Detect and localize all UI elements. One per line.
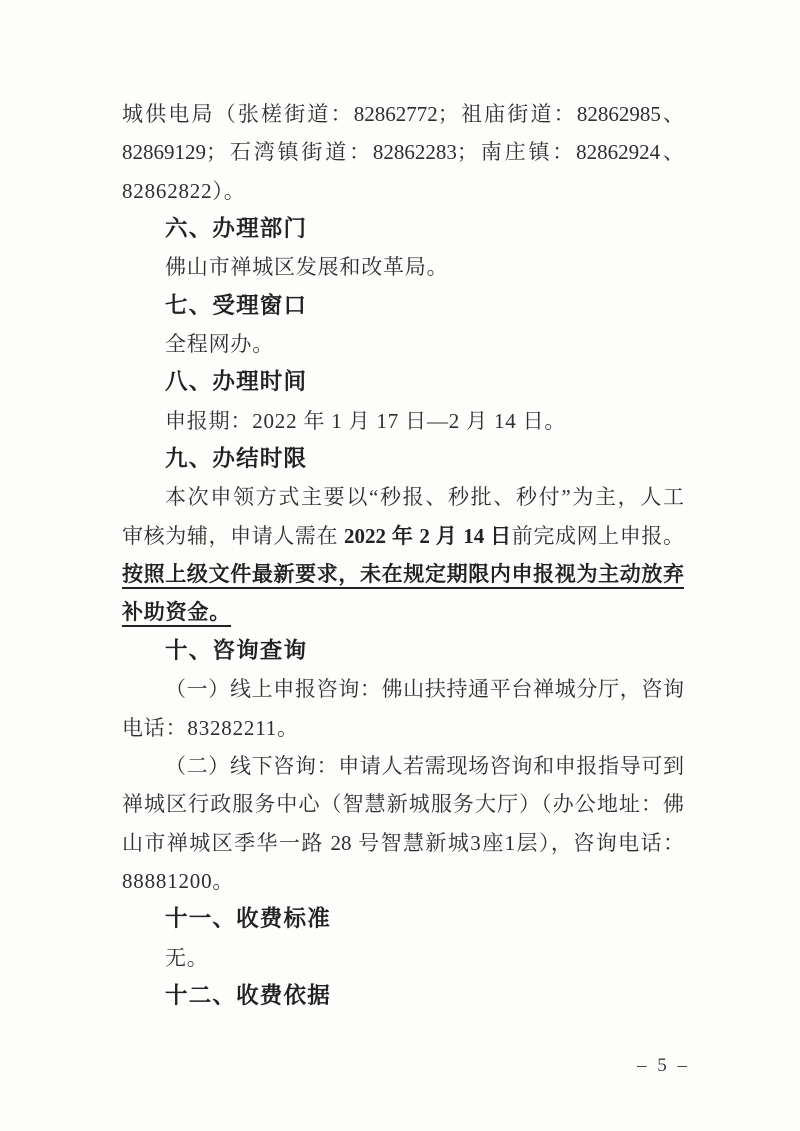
text-segment: 城供电局（张槎街道：82862772；祖庙街道：82862985、 — [122, 102, 684, 126]
text-segment: 2022 年 2 月 14 日 — [344, 523, 512, 548]
text-segment: 88881200。 — [122, 868, 235, 893]
text-segment: 全程网办。 — [165, 332, 274, 357]
text-segment: 本次申领方式主要以“秒报、秒批、秒付”为主，人工 — [165, 485, 684, 510]
text-segment: 申报期：2022 年 1 月 17 日—2 月 14 日。 — [165, 408, 567, 433]
text-line — [122, 95, 684, 133]
text-line — [122, 709, 684, 747]
text-segment: 禅城区行政服务中心（智慧新城服务大厅）（办公地址：佛 — [122, 792, 684, 817]
text-line — [122, 939, 684, 977]
text-segment: 九、办结时限 — [165, 446, 308, 472]
text-line — [122, 747, 684, 785]
text-segment: 电话：83282211。 — [122, 715, 299, 740]
page-number: – 5 – — [637, 1055, 690, 1076]
section-heading — [122, 210, 684, 248]
section-heading — [122, 287, 684, 325]
text-segment: 八、办理时间 — [165, 369, 308, 395]
section-heading — [122, 632, 684, 670]
text-segment: （二）线下咨询：申请人若需现场咨询和申报指导可到 — [165, 753, 684, 778]
text-segment: 十一、收费标准 — [165, 906, 331, 932]
text-line — [122, 555, 684, 593]
text-segment: 无。 — [165, 945, 209, 970]
text-line — [122, 517, 684, 555]
text-segment: 七、受理窗口 — [165, 292, 308, 318]
text-segment: 82869129；石湾镇街道：82862283；南庄镇：82862924、 — [122, 140, 684, 165]
text-line — [122, 593, 684, 631]
text-segment: 前完成网上申报。 — [511, 523, 684, 548]
section-heading — [122, 440, 684, 478]
text-line — [122, 670, 684, 708]
text-segment: 山市禅城区季华一路 28 号智慧新城3座1层），咨询电话： — [122, 830, 684, 855]
text-line — [122, 325, 684, 363]
section-heading — [122, 363, 684, 401]
text-segment: （一）线上申报咨询：佛山扶持通平台禅城分厅，咨询 — [165, 677, 684, 702]
text-line — [122, 862, 684, 900]
text-line — [122, 172, 684, 210]
text-segment: 按照上级文件最新要求，未在规定期限内申报视为主动放弃 — [122, 562, 684, 587]
text-segment: 审核为辅，申请人需在 — [122, 523, 345, 548]
text-line — [122, 824, 684, 862]
text-segment: 六、办理部门 — [165, 216, 308, 242]
text-segment: 十二、收费依据 — [165, 982, 331, 1008]
text-line — [122, 785, 684, 823]
section-heading — [122, 900, 684, 938]
text-segment: 82862822）。 — [122, 178, 246, 203]
text-line — [122, 133, 684, 171]
text-segment: 补助资金。 — [122, 600, 231, 625]
text-segment: 佛山市禅城区发展和改革局。 — [165, 255, 449, 280]
text-segment: 十、咨询查询 — [165, 637, 308, 663]
text-line — [122, 402, 684, 440]
text-line — [122, 478, 684, 516]
document-body — [122, 95, 684, 1015]
text-line — [122, 248, 684, 286]
section-heading — [122, 977, 684, 1015]
